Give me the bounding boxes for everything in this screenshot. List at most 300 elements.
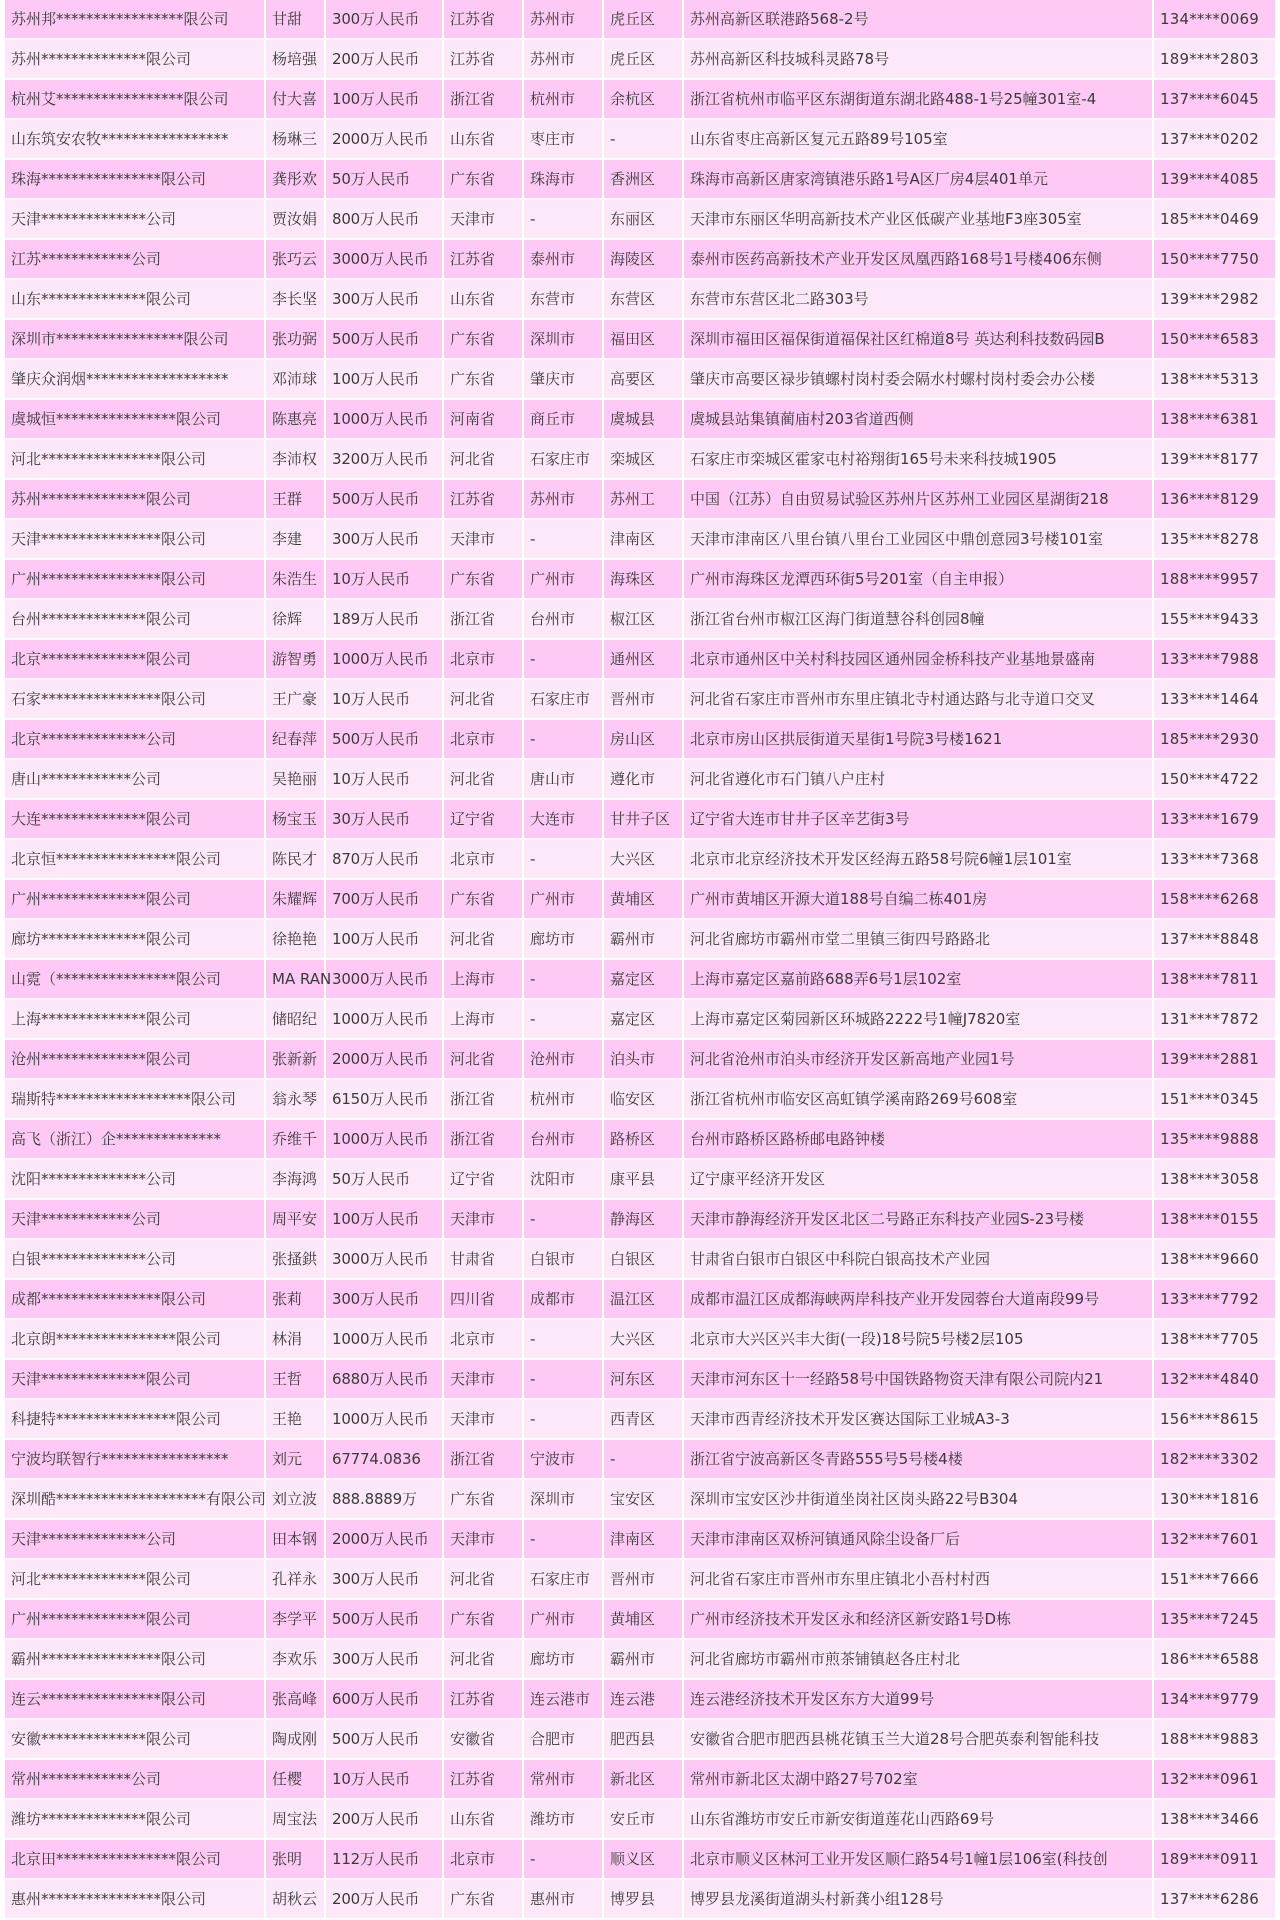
province-cell: 河北省: [443, 919, 523, 959]
address-cell: 常州市新北区太湖中路27号702室: [683, 1759, 1153, 1799]
province-cell: 江苏省: [443, 0, 523, 39]
company-name-cell: 天津**************公司: [5, 1519, 265, 1559]
phone-cell: 137****8848: [1153, 919, 1275, 959]
company-name-cell: 山东筑安农牧*****************: [5, 119, 265, 159]
district-cell: 大兴区: [603, 839, 683, 879]
table-row: [5, 1279, 1275, 1319]
phone-cell: 138****9660: [1153, 1239, 1275, 1279]
district-cell: 宝安区: [603, 1479, 683, 1519]
registered-capital-cell: 100万人民币: [325, 79, 443, 119]
address-cell: 浙江省杭州市临平区东湖街道东湖北路488-1号25幢301室-4: [683, 79, 1153, 119]
company-name-cell: 大连**************限公司: [5, 799, 265, 839]
district-cell: 黄埔区: [603, 879, 683, 919]
address-cell: 广州市黄埔区开源大道188号自编二栋401房: [683, 879, 1153, 919]
registered-capital-cell: 3000万人民币: [325, 239, 443, 279]
table-row: [5, 1839, 1275, 1879]
registered-capital-cell: 100万人民币: [325, 359, 443, 399]
registered-capital-cell: 800万人民币: [325, 199, 443, 239]
legal-person-cell: 付大喜: [265, 79, 325, 119]
district-cell: 晋州市: [603, 1559, 683, 1599]
phone-cell: 137****6045: [1153, 79, 1275, 119]
legal-person-cell: 张搔鉷: [265, 1239, 325, 1279]
registered-capital-cell: 3200万人民币: [325, 439, 443, 479]
company-table-body: [5, 0, 1275, 1919]
address-cell: 北京市顺义区林河工业开发区顺仁路54号1幢1层106室(科技创: [683, 1839, 1153, 1879]
province-cell: 江苏省: [443, 239, 523, 279]
phone-cell: 137****0202: [1153, 119, 1275, 159]
address-cell: 天津市津南区八里台镇八里台工业园区中鼎创意园3号楼101室: [683, 519, 1153, 559]
city-cell: -: [523, 999, 603, 1039]
province-cell: 天津市: [443, 519, 523, 559]
phone-cell: 135****8278: [1153, 519, 1275, 559]
table-row: [5, 1519, 1275, 1559]
city-cell: 成都市: [523, 1279, 603, 1319]
city-cell: -: [523, 1519, 603, 1559]
city-cell: 石家庄市: [523, 679, 603, 719]
address-cell: 石家庄市栾城区霍家屯村裕翔街165号未来科技城1905: [683, 439, 1153, 479]
legal-person-cell: 吴艳丽: [265, 759, 325, 799]
registered-capital-cell: 2000万人民币: [325, 1039, 443, 1079]
phone-cell: 134****9779: [1153, 1679, 1275, 1719]
city-cell: -: [523, 1399, 603, 1439]
legal-person-cell: 周宝法: [265, 1799, 325, 1839]
city-cell: -: [523, 1199, 603, 1239]
province-cell: 河北省: [443, 439, 523, 479]
phone-cell: 150****4722: [1153, 759, 1275, 799]
address-cell: 肇庆市高要区禄步镇螺村岗村委会隔水村螺村岗村委会办公楼: [683, 359, 1153, 399]
table-row: [5, 1079, 1275, 1119]
district-cell: 甘井子区: [603, 799, 683, 839]
address-cell: 安徽省合肥市肥西县桃花镇玉兰大道28号合肥英泰利智能科技: [683, 1719, 1153, 1759]
phone-cell: 131****7872: [1153, 999, 1275, 1039]
company-name-cell: 珠海****************限公司: [5, 159, 265, 199]
registered-capital-cell: 6150万人民币: [325, 1079, 443, 1119]
city-cell: 惠州市: [523, 1879, 603, 1919]
address-cell: 河北省遵化市石门镇八户庄村: [683, 759, 1153, 799]
city-cell: 广州市: [523, 559, 603, 599]
legal-person-cell: 张新新: [265, 1039, 325, 1079]
city-cell: -: [523, 719, 603, 759]
registered-capital-cell: 500万人民币: [325, 719, 443, 759]
company-name-cell: 白银**************公司: [5, 1239, 265, 1279]
company-name-cell: 深圳酷********************有限公司: [5, 1479, 265, 1519]
address-cell: 上海市嘉定区菊园新区环城路2222号1幢J7820室: [683, 999, 1153, 1039]
legal-person-cell: 王广豪: [265, 679, 325, 719]
phone-cell: 130****1816: [1153, 1479, 1275, 1519]
table-row: [5, 1239, 1275, 1279]
table-row: [5, 719, 1275, 759]
registered-capital-cell: 10万人民币: [325, 679, 443, 719]
province-cell: 天津市: [443, 199, 523, 239]
province-cell: 广东省: [443, 1479, 523, 1519]
phone-cell: 139****4085: [1153, 159, 1275, 199]
table-row: [5, 119, 1275, 159]
district-cell: 东丽区: [603, 199, 683, 239]
city-cell: 苏州市: [523, 39, 603, 79]
address-cell: 广州市海珠区龙潭西环街5号201室（自主申报）: [683, 559, 1153, 599]
company-name-cell: 安徽**************限公司: [5, 1719, 265, 1759]
company-name-cell: 深圳市*****************限公司: [5, 319, 265, 359]
legal-person-cell: 张莉: [265, 1279, 325, 1319]
phone-cell: 133****7988: [1153, 639, 1275, 679]
phone-cell: 139****2982: [1153, 279, 1275, 319]
district-cell: 霸州市: [603, 919, 683, 959]
company-table: [5, 0, 1275, 1920]
table-row: [5, 959, 1275, 999]
city-cell: 苏州市: [523, 0, 603, 39]
table-row: [5, 1479, 1275, 1519]
province-cell: 广东省: [443, 1879, 523, 1919]
district-cell: 通州区: [603, 639, 683, 679]
city-cell: 石家庄市: [523, 439, 603, 479]
company-name-cell: 广州**************限公司: [5, 1599, 265, 1639]
district-cell: 白银区: [603, 1239, 683, 1279]
address-cell: 天津市静海经济开发区北区二号路正东科技产业园S-23号楼: [683, 1199, 1153, 1239]
address-cell: 天津市东丽区华明高新技术产业区低碳产业基地F3座305室: [683, 199, 1153, 239]
province-cell: 北京市: [443, 639, 523, 679]
legal-person-cell: 胡秋云: [265, 1879, 325, 1919]
table-row: [5, 799, 1275, 839]
district-cell: 高要区: [603, 359, 683, 399]
table-row: [5, 1319, 1275, 1359]
district-cell: 虎丘区: [603, 0, 683, 39]
province-cell: 辽宁省: [443, 1159, 523, 1199]
district-cell: 顺义区: [603, 1839, 683, 1879]
address-cell: 河北省沧州市泊头市经济开发区新高地产业园1号: [683, 1039, 1153, 1079]
table-row: [5, 759, 1275, 799]
registered-capital-cell: 10万人民币: [325, 1759, 443, 1799]
legal-person-cell: 李海鸿: [265, 1159, 325, 1199]
registered-capital-cell: 300万人民币: [325, 279, 443, 319]
address-cell: 北京市北京经济技术开发区经海五路58号院6幢1层101室: [683, 839, 1153, 879]
phone-cell: 135****7245: [1153, 1599, 1275, 1639]
company-name-cell: 天津**************限公司: [5, 1359, 265, 1399]
city-cell: 珠海市: [523, 159, 603, 199]
city-cell: 台州市: [523, 1119, 603, 1159]
legal-person-cell: 贾汝娟: [265, 199, 325, 239]
registered-capital-cell: 100万人民币: [325, 1199, 443, 1239]
table-row: [5, 1399, 1275, 1439]
district-cell: 静海区: [603, 1199, 683, 1239]
province-cell: 河北省: [443, 679, 523, 719]
city-cell: -: [523, 1359, 603, 1399]
company-name-cell: 苏州**************限公司: [5, 39, 265, 79]
phone-cell: 139****2881: [1153, 1039, 1275, 1079]
registered-capital-cell: 1000万人民币: [325, 1319, 443, 1359]
company-name-cell: 北京**************公司: [5, 719, 265, 759]
phone-cell: 158****6268: [1153, 879, 1275, 919]
district-cell: 虞城县: [603, 399, 683, 439]
province-cell: 天津市: [443, 1199, 523, 1239]
registered-capital-cell: 300万人民币: [325, 1279, 443, 1319]
province-cell: 浙江省: [443, 79, 523, 119]
province-cell: 浙江省: [443, 1439, 523, 1479]
address-cell: 北京市通州区中关村科技园区通州园金桥科技产业基地景盛南: [683, 639, 1153, 679]
registered-capital-cell: 10万人民币: [325, 559, 443, 599]
city-cell: 枣庄市: [523, 119, 603, 159]
district-cell: 椒江区: [603, 599, 683, 639]
registered-capital-cell: 189万人民币: [325, 599, 443, 639]
legal-person-cell: 李建: [265, 519, 325, 559]
address-cell: 苏州高新区联港路568-2号: [683, 0, 1153, 39]
table-row: [5, 479, 1275, 519]
legal-person-cell: 游智勇: [265, 639, 325, 679]
legal-person-cell: 陶成刚: [265, 1719, 325, 1759]
district-cell: 大兴区: [603, 1319, 683, 1359]
phone-cell: 138****7705: [1153, 1319, 1275, 1359]
city-cell: 廊坊市: [523, 919, 603, 959]
company-name-cell: 常州************公司: [5, 1759, 265, 1799]
phone-cell: 135****9888: [1153, 1119, 1275, 1159]
address-cell: 河北省石家庄市晋州市东里庄镇北寺村通达路与北寺道口交叉: [683, 679, 1153, 719]
phone-cell: 136****8129: [1153, 479, 1275, 519]
legal-person-cell: 杨宝玉: [265, 799, 325, 839]
table-row: [5, 1719, 1275, 1759]
district-cell: 香洲区: [603, 159, 683, 199]
province-cell: 天津市: [443, 1399, 523, 1439]
province-cell: 天津市: [443, 1359, 523, 1399]
registered-capital-cell: 67774.0836: [325, 1439, 443, 1479]
table-row: [5, 519, 1275, 559]
phone-cell: 138****3466: [1153, 1799, 1275, 1839]
registered-capital-cell: 870万人民币: [325, 839, 443, 879]
phone-cell: 185****2930: [1153, 719, 1275, 759]
phone-cell: 151****0345: [1153, 1079, 1275, 1119]
phone-cell: 138****0155: [1153, 1199, 1275, 1239]
phone-cell: 138****7811: [1153, 959, 1275, 999]
address-cell: 河北省廊坊市霸州市堂二里镇三街四号路路北: [683, 919, 1153, 959]
district-cell: 余杭区: [603, 79, 683, 119]
company-name-cell: 北京田****************限公司: [5, 1839, 265, 1879]
company-name-cell: 广州****************限公司: [5, 559, 265, 599]
address-cell: 台州市路桥区路桥邮电路钟楼: [683, 1119, 1153, 1159]
province-cell: 河北省: [443, 1559, 523, 1599]
registered-capital-cell: 112万人民币: [325, 1839, 443, 1879]
company-name-cell: 肇庆众润烟*******************: [5, 359, 265, 399]
province-cell: 河南省: [443, 399, 523, 439]
company-name-cell: 廊坊**************限公司: [5, 919, 265, 959]
registered-capital-cell: 10万人民币: [325, 759, 443, 799]
registered-capital-cell: 6880万人民币: [325, 1359, 443, 1399]
table-row: [5, 239, 1275, 279]
phone-cell: 156****8615: [1153, 1399, 1275, 1439]
address-cell: 广州市经济技术开发区永和经济区新安路1号D栋: [683, 1599, 1153, 1639]
address-cell: 深圳市福田区福保街道福保社区红棉道8号 英达利科技数码园B: [683, 319, 1153, 359]
table-row: [5, 1639, 1275, 1679]
registered-capital-cell: 1000万人民币: [325, 1399, 443, 1439]
legal-person-cell: 张巧云: [265, 239, 325, 279]
table-row: [5, 1879, 1275, 1919]
company-table-sheet: [5, 0, 1275, 1920]
address-cell: 深圳市宝安区沙井街道坐岗社区岗头路22号B304: [683, 1479, 1153, 1519]
legal-person-cell: 朱耀辉: [265, 879, 325, 919]
city-cell: 苏州市: [523, 479, 603, 519]
address-cell: 山东省枣庄高新区复元五路89号105室: [683, 119, 1153, 159]
address-cell: 博罗县龙溪街道湖头村新龚小组128号: [683, 1879, 1153, 1919]
legal-person-cell: 徐艳艳: [265, 919, 325, 959]
legal-person-cell: 纪春萍: [265, 719, 325, 759]
phone-cell: 139****8177: [1153, 439, 1275, 479]
legal-person-cell: 甘甜: [265, 0, 325, 39]
address-cell: 浙江省台州市椒江区海门街道慧谷科创园8幢: [683, 599, 1153, 639]
city-cell: 唐山市: [523, 759, 603, 799]
city-cell: -: [523, 639, 603, 679]
table-row: [5, 879, 1275, 919]
address-cell: 泰州市医药高新技术产业开发区凤凰西路168号1号楼406东侧: [683, 239, 1153, 279]
table-row: [5, 399, 1275, 439]
registered-capital-cell: 300万人民币: [325, 1639, 443, 1679]
district-cell: 海珠区: [603, 559, 683, 599]
province-cell: 上海市: [443, 999, 523, 1039]
phone-cell: 186****6588: [1153, 1639, 1275, 1679]
company-name-cell: 天津************公司: [5, 1199, 265, 1239]
legal-person-cell: 王哲: [265, 1359, 325, 1399]
company-name-cell: 虞城恒****************限公司: [5, 399, 265, 439]
company-name-cell: 高飞（浙江）企**************: [5, 1119, 265, 1159]
table-row: [5, 319, 1275, 359]
legal-person-cell: 翁永琴: [265, 1079, 325, 1119]
province-cell: 安徽省: [443, 1719, 523, 1759]
province-cell: 河北省: [443, 1639, 523, 1679]
district-cell: 房山区: [603, 719, 683, 759]
province-cell: 广东省: [443, 359, 523, 399]
district-cell: 福田区: [603, 319, 683, 359]
registered-capital-cell: 500万人民币: [325, 1719, 443, 1759]
province-cell: 浙江省: [443, 1119, 523, 1159]
company-name-cell: 天津**************公司: [5, 199, 265, 239]
city-cell: -: [523, 519, 603, 559]
registered-capital-cell: 600万人民币: [325, 1679, 443, 1719]
address-cell: 河北省廊坊市霸州市煎茶铺镇赵各庄村北: [683, 1639, 1153, 1679]
city-cell: 沈阳市: [523, 1159, 603, 1199]
registered-capital-cell: 3000万人民币: [325, 1239, 443, 1279]
city-cell: 白银市: [523, 1239, 603, 1279]
address-cell: 珠海市高新区唐家湾镇港乐路1号A区厂房4层401单元: [683, 159, 1153, 199]
legal-person-cell: 龚彤欢: [265, 159, 325, 199]
legal-person-cell: 杨琳三: [265, 119, 325, 159]
legal-person-cell: 朱浩生: [265, 559, 325, 599]
address-cell: 浙江省杭州市临安区高虹镇学溪南路269号608室: [683, 1079, 1153, 1119]
registered-capital-cell: 200万人民币: [325, 1799, 443, 1839]
phone-cell: 150****7750: [1153, 239, 1275, 279]
district-cell: 泊头市: [603, 1039, 683, 1079]
province-cell: 上海市: [443, 959, 523, 999]
address-cell: 连云港经济技术开发区东方大道99号: [683, 1679, 1153, 1719]
registered-capital-cell: 200万人民币: [325, 1879, 443, 1919]
table-row: [5, 1119, 1275, 1159]
city-cell: -: [523, 199, 603, 239]
table-row: [5, 639, 1275, 679]
table-row: [5, 39, 1275, 79]
address-cell: 天津市津南区双桥河镇通风除尘设备厂后: [683, 1519, 1153, 1559]
table-row: [5, 79, 1275, 119]
address-cell: 浙江省宁波高新区冬青路555号5号楼4楼: [683, 1439, 1153, 1479]
city-cell: 台州市: [523, 599, 603, 639]
city-cell: 广州市: [523, 1599, 603, 1639]
company-name-cell: 江苏************公司: [5, 239, 265, 279]
table-row: [5, 159, 1275, 199]
legal-person-cell: 邓沛球: [265, 359, 325, 399]
legal-person-cell: 李学平: [265, 1599, 325, 1639]
table-row: [5, 1599, 1275, 1639]
province-cell: 北京市: [443, 839, 523, 879]
district-cell: 西青区: [603, 1399, 683, 1439]
company-name-cell: 潍坊**************限公司: [5, 1799, 265, 1839]
legal-person-cell: 陈惠亮: [265, 399, 325, 439]
table-row: [5, 1679, 1275, 1719]
company-name-cell: 天津****************限公司: [5, 519, 265, 559]
company-name-cell: 杭州艾*****************限公司: [5, 79, 265, 119]
district-cell: 路桥区: [603, 1119, 683, 1159]
province-cell: 山东省: [443, 1799, 523, 1839]
legal-person-cell: 李长坚: [265, 279, 325, 319]
province-cell: 广东省: [443, 319, 523, 359]
address-cell: 河北省石家庄市晋州市东里庄镇北小吾村村西: [683, 1559, 1153, 1599]
phone-cell: 132****7601: [1153, 1519, 1275, 1559]
city-cell: 杭州市: [523, 1079, 603, 1119]
district-cell: 津南区: [603, 1519, 683, 1559]
company-name-cell: 唐山************公司: [5, 759, 265, 799]
phone-cell: 133****7368: [1153, 839, 1275, 879]
legal-person-cell: 孔祥永: [265, 1559, 325, 1599]
city-cell: 廊坊市: [523, 1639, 603, 1679]
district-cell: -: [603, 1439, 683, 1479]
legal-person-cell: 田本钢: [265, 1519, 325, 1559]
company-name-cell: 苏州邦*****************限公司: [5, 0, 265, 39]
phone-cell: 133****1679: [1153, 799, 1275, 839]
phone-cell: 138****3058: [1153, 1159, 1275, 1199]
province-cell: 广东省: [443, 879, 523, 919]
company-name-cell: 上海**************限公司: [5, 999, 265, 1039]
city-cell: 常州市: [523, 1759, 603, 1799]
city-cell: 大连市: [523, 799, 603, 839]
legal-person-cell: 张功弼: [265, 319, 325, 359]
company-name-cell: 成都****************限公司: [5, 1279, 265, 1319]
district-cell: -: [603, 119, 683, 159]
table-row: [5, 279, 1275, 319]
province-cell: 北京市: [443, 1319, 523, 1359]
address-cell: 辽宁康平经济开发区: [683, 1159, 1153, 1199]
company-name-cell: 沈阳**************公司: [5, 1159, 265, 1199]
district-cell: 肥西县: [603, 1719, 683, 1759]
address-cell: 苏州高新区科技城科灵路78号: [683, 39, 1153, 79]
registered-capital-cell: 500万人民币: [325, 319, 443, 359]
company-name-cell: 北京**************限公司: [5, 639, 265, 679]
company-name-cell: 沧州**************限公司: [5, 1039, 265, 1079]
company-name-cell: 霸州****************限公司: [5, 1639, 265, 1679]
legal-person-cell: 周平安: [265, 1199, 325, 1239]
legal-person-cell: 储昭纪: [265, 999, 325, 1039]
province-cell: 江苏省: [443, 39, 523, 79]
district-cell: 海陵区: [603, 239, 683, 279]
legal-person-cell: 王艳: [265, 1399, 325, 1439]
registered-capital-cell: 2000万人民币: [325, 119, 443, 159]
table-row: [5, 1559, 1275, 1599]
legal-person-cell: 王群: [265, 479, 325, 519]
legal-person-cell: 乔维千: [265, 1119, 325, 1159]
phone-cell: 133****1464: [1153, 679, 1275, 719]
registered-capital-cell: 100万人民币: [325, 919, 443, 959]
address-cell: 东营市东营区北二路303号: [683, 279, 1153, 319]
table-row: [5, 439, 1275, 479]
table-row: [5, 1159, 1275, 1199]
province-cell: 辽宁省: [443, 799, 523, 839]
city-cell: -: [523, 839, 603, 879]
company-name-cell: 河北**************限公司: [5, 1559, 265, 1599]
phone-cell: 188****9883: [1153, 1719, 1275, 1759]
province-cell: 甘肃省: [443, 1239, 523, 1279]
registered-capital-cell: 50万人民币: [325, 159, 443, 199]
